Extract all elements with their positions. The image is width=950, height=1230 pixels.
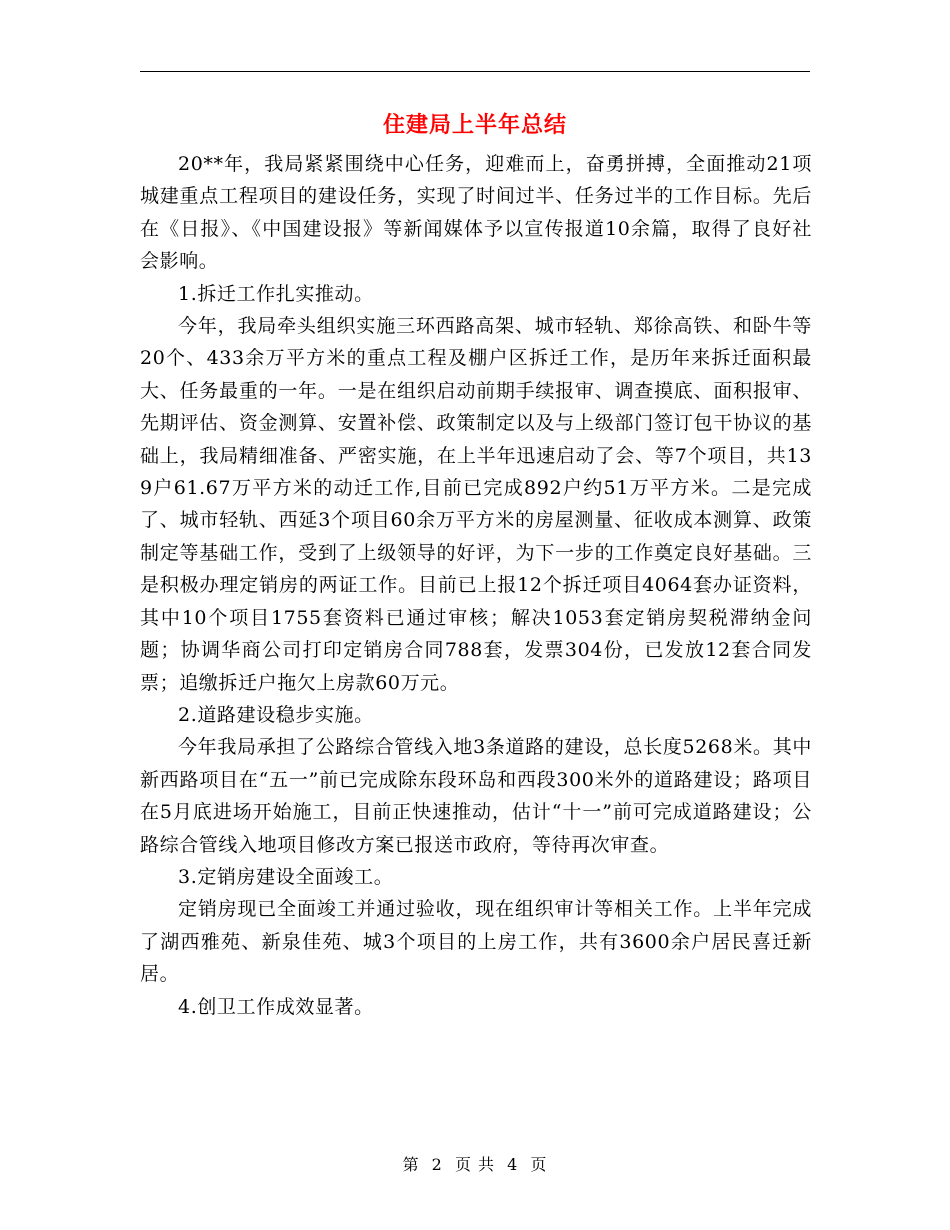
document-body (140, 148, 812, 1023)
section-heading-housing: 3.定销房建设全面竣工。 (178, 865, 394, 888)
section-heading-roads: 2.道路建设稳步实施。 (178, 703, 374, 726)
footer-total-pages: 4 (507, 1155, 519, 1174)
paragraph-intro: 20**年，我局紧紧围绕中心任务，迎难而上，奋勇拼搏，全面推动21项城建重点工程项目的建设任务，实现了时间过半、任务过半的工作目标。先后在《日报》、《中国建设报》等新闻媒体予以宣传报道10余篇，取得了良好社会影响。 (140, 153, 812, 273)
paragraph-demolition: 今年，我局牵头组织实施三环西路高架、城市轻轨、郑徐高铁、和卧牛等20个、433余万平方米的重点工程及棚户区拆迁工作，是历年来拆迁面积最大、任务最重的一年。一是在组织启动前期手续报审、调查摸底、面积报审、先期评估、资金测算、安置补偿、政策制定以及与上级部门签订包干协议的基础上，我局精细准备、严密实施，在上半年迅速启动了会、等7个项目，共139户61.67万平方米的动迁工作,目前已完成892户约51万平方米。二是完成了、城市轻轨、西延3个项目60余万平方米的房屋测量、征收成本测算、政策制定等基础工作，受到了上级领导的好评，为下一步的工作奠定良好基础。三是积极办理定销房的两证工作。目前已上报12个拆迁项目4064套办证资料，其中10个项目1755套资料已通过审核；解决1053套定销房契税滞纳金问题；协调华商公司打印定销房合同788套，发票304份，已发放12套合同发票；追缴拆迁户拖欠上房款60万元。 (140, 315, 812, 694)
page-footer (0, 1154, 950, 1176)
footer-suffix: 页 (530, 1155, 548, 1174)
footer-page-number: 2 (431, 1155, 443, 1174)
document-title: 住建局上半年总结 (382, 112, 567, 138)
paragraph-housing: 定销房现已全面竣工并通过验收，现在组织审计等相关工作。上半年完成了湖西雅苑、新泉佳苑、城3个项目的上房工作，共有3600余户居民喜迁新居。 (140, 898, 812, 986)
footer-middle: 页 共 (454, 1155, 496, 1174)
section-heading-demolition: 1.拆迁工作扎实推动。 (178, 282, 374, 305)
header-rule (140, 71, 810, 72)
section-heading-sanitation: 4.创卫工作成效显著。 (178, 995, 374, 1018)
footer-prefix: 第 (402, 1155, 420, 1174)
paragraph-roads: 今年我局承担了公路综合管线入地3条道路的建设，总长度5268米。其中新西路项目在“五一”前已完成除东段环岛和西段300米外的道路建设；路项目在5月底进场开始施工，目前正快速推动，估计“十一”前可完成道路建设；公路综合管线入地项目修改方案已报送市政府，等待再次审查。 (140, 736, 812, 856)
